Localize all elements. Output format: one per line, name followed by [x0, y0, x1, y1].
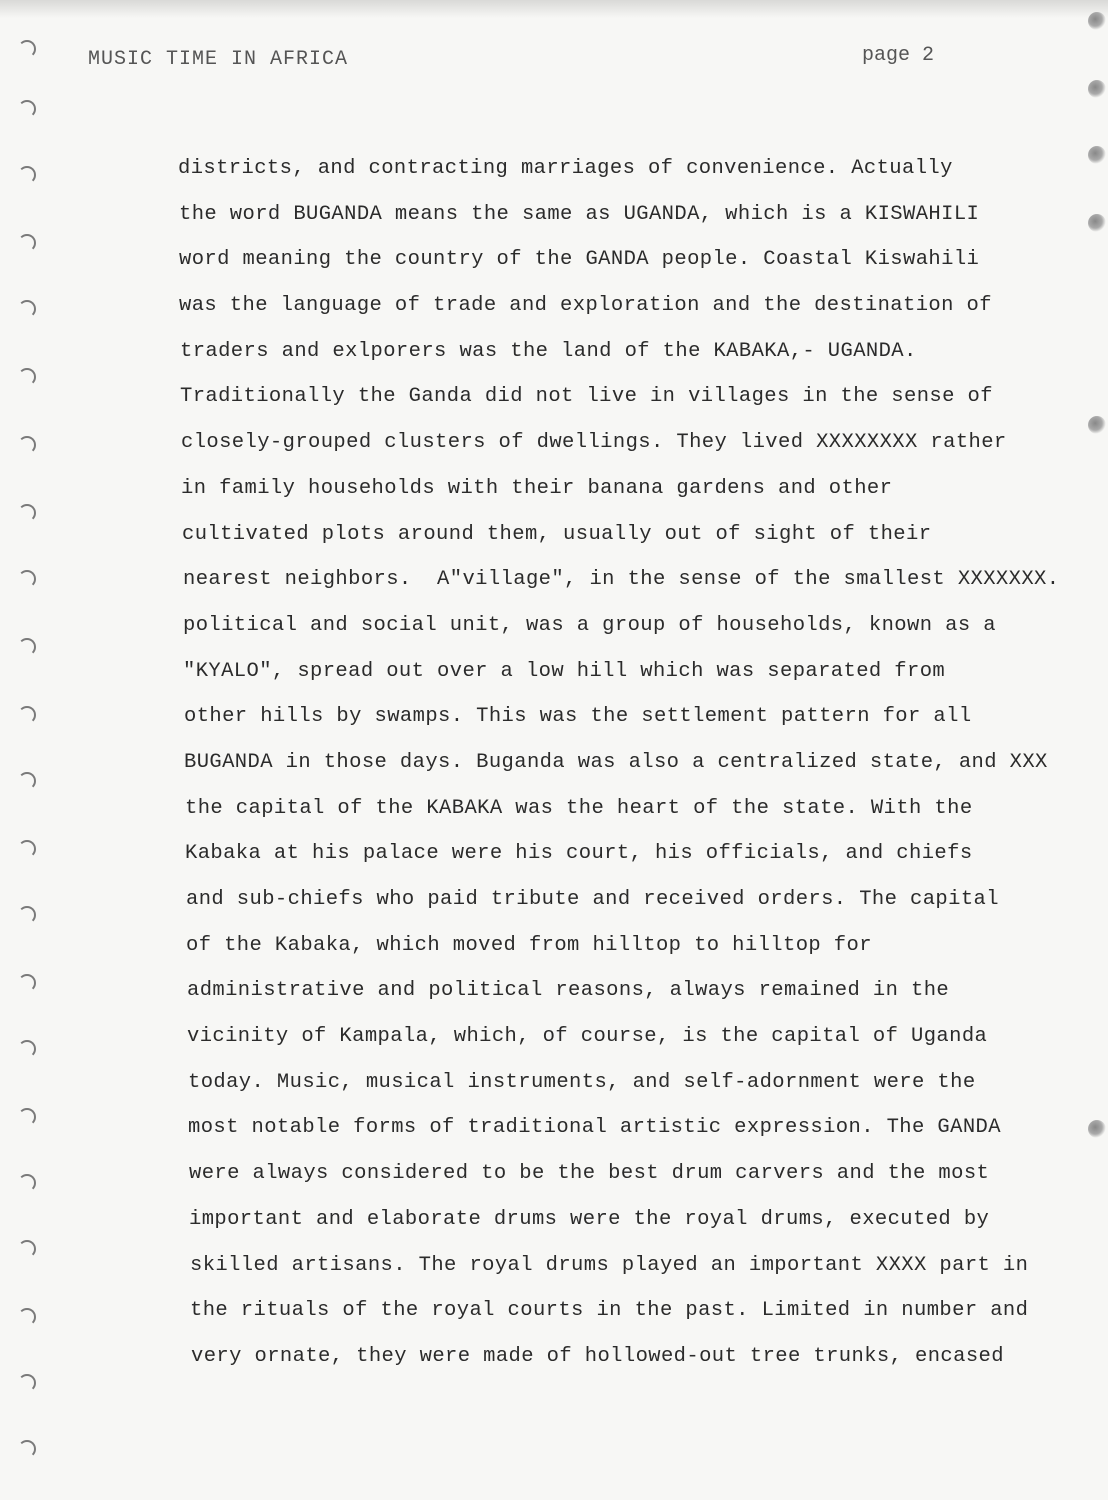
text-line: "KYALO", spread out over a low hill which was separated from	[183, 659, 946, 683]
binder-hole	[18, 1040, 36, 1058]
binder-hole	[18, 436, 36, 454]
binder-hole	[1088, 1120, 1106, 1138]
binder-hole	[18, 906, 36, 924]
binder-hole	[18, 100, 36, 118]
body-text	[178, 146, 1078, 1380]
page-header	[88, 44, 988, 76]
binder-hole	[18, 1174, 36, 1192]
text-line: most notable forms of traditional artistic expression. The GANDA	[188, 1116, 1001, 1140]
text-line: the capital of the KABAKA was the heart of the state. With the	[185, 796, 973, 820]
text-line: of the Kabaka, which moved from hilltop to hilltop for	[186, 933, 872, 957]
text-line: word meaning the country of the GANDA people. Coastal Kiswahili	[179, 248, 980, 272]
right-binder-holes	[1088, 0, 1108, 1500]
binder-hole	[18, 706, 36, 724]
text-line: other hills by swamps. This was the settlement pattern for all	[184, 705, 972, 729]
binder-hole	[18, 974, 36, 992]
binder-hole	[18, 570, 36, 588]
binder-hole	[1088, 12, 1106, 30]
text-line: political and social unit, was a group of households, known as a	[183, 613, 996, 637]
binder-hole	[18, 368, 36, 386]
running-title: MUSIC TIME IN AFRICA	[88, 48, 349, 71]
text-line: vicinity of Kampala, which, of course, is the capital of Uganda	[187, 1025, 988, 1049]
text-line: today. Music, musical instruments, and self-adornment were the	[188, 1070, 976, 1094]
binder-hole	[18, 1240, 36, 1258]
text-line: in family households with their banana gardens and other	[181, 476, 893, 500]
text-line: districts, and contracting marriages of convenience. Actually	[178, 157, 953, 180]
text-line: traders and exlporers was the land of the KABAKA,- UGANDA.	[180, 339, 917, 363]
binder-hole	[18, 1440, 36, 1458]
text-line: administrative and political reasons, always remained in the	[187, 979, 950, 1003]
text-line: important and elaborate drums were the royal drums, executed by	[189, 1207, 990, 1231]
text-line: and sub-chiefs who paid tribute and received orders. The capital	[186, 888, 999, 911]
left-binder-holes	[18, 0, 58, 1500]
binder-hole	[18, 840, 36, 858]
paper-top-edge	[0, 0, 1108, 18]
text-line: very ornate, they were made of hollowed-out tree trunks, encased	[191, 1344, 1004, 1368]
binder-hole	[18, 166, 36, 184]
binder-hole	[1088, 146, 1106, 164]
binder-hole	[1088, 416, 1106, 434]
text-line: cultivated plots around them, usually out of sight of their	[182, 522, 932, 546]
binder-hole	[1088, 80, 1106, 98]
page-number: page 2	[862, 44, 935, 67]
text-line: skilled artisans. The royal drums played an important XXXX part in	[190, 1253, 1029, 1277]
binder-hole	[18, 772, 36, 790]
text-line: were always considered to be the best drum carvers and the most	[189, 1162, 990, 1186]
binder-hole	[18, 1308, 36, 1326]
binder-hole	[18, 1374, 36, 1392]
text-line: the rituals of the royal courts in the past. Limited in number and	[190, 1299, 1029, 1323]
binder-hole	[18, 504, 36, 522]
binder-hole	[18, 234, 36, 252]
binder-hole	[18, 300, 36, 318]
text-line: closely-grouped clusters of dwellings. They lived XXXXXXXX rather	[181, 431, 1007, 455]
binder-hole	[18, 1108, 36, 1126]
text-line: BUGANDA in those days. Buganda was also a centralized state, and XXX	[184, 750, 1048, 774]
binder-hole	[18, 40, 36, 58]
text-line: was the language of trade and exploration and the destination of	[179, 294, 992, 318]
text-line: Traditionally the Ganda did not live in villages in the sense of	[180, 385, 993, 409]
binder-hole	[1088, 214, 1106, 232]
text-line: the word BUGANDA means the same as UGANDA, which is a KISWAHILI	[179, 202, 980, 226]
text-line: Kabaka at his palace were his court, his officials, and chiefs	[185, 842, 973, 866]
text-line: nearest neighbors. A"village", in the sense of the smallest XXXXXXX.	[183, 568, 1060, 592]
binder-hole	[18, 638, 36, 656]
